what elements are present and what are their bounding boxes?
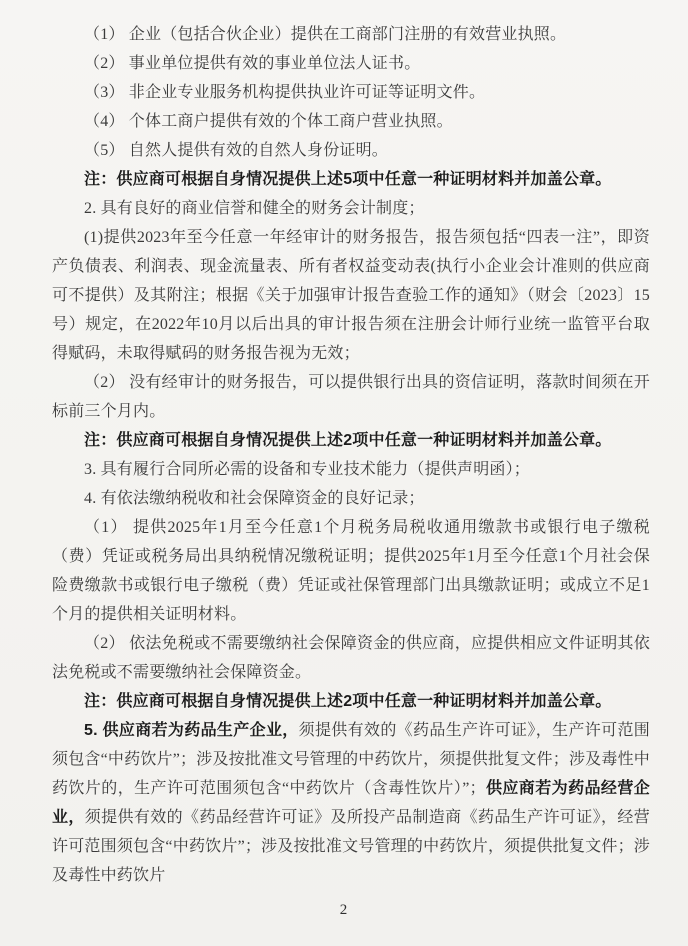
body-paragraph: （4） 个体工商户提供有效的个体工商户营业执照。 xyxy=(84,113,453,130)
bold-text-run: 供应商若为药品经营企业， xyxy=(52,780,650,826)
document-body xyxy=(52,20,650,890)
body-paragraph: 2. 具有良好的商业信誉和健全的财务会计制度； xyxy=(84,200,425,217)
body-paragraph xyxy=(52,716,650,890)
body-paragraph: （2） 事业单位提供有效的事业单位法人证书。 xyxy=(84,55,421,72)
body-paragraph: （1） 企业（包括合伙企业）提供在工商部门注册的有效营业执照。 xyxy=(84,26,567,43)
body-paragraph: （3） 非企业专业服务机构提供执业许可证等证明文件。 xyxy=(84,84,486,101)
bold-text-run: 5. 供应商若为药品生产企业， xyxy=(84,722,299,739)
body-paragraph: （2） 依法免税或不需要缴纳社会保障资金的供应商，应提供相应文件证明其依法免税或不需要缴纳社会保障资金。 xyxy=(52,635,650,681)
note-paragraph: 注：供应商可根据自身情况提供上述2项中任意一种证明材料并加盖公章。 xyxy=(84,693,612,710)
body-paragraph: 3. 具有履行合同所必需的设备和专业技术能力（提供声明函）； xyxy=(84,461,531,478)
note-paragraph: 注：供应商可根据自身情况提供上述5项中任意一种证明材料并加盖公章。 xyxy=(84,171,612,188)
body-paragraph: （1） 提供2025年1月至今任意1个月税务局税收通用缴款书或银行电子缴税（费）凭证或税务局出具纳税情况缴税证明；提供2025年1月至今任意1个月社会保险费缴款书或银行电子缴税（费）凭证或社保管理部门出具缴款证明；或成立不足1个月的提供相关证明材料。 xyxy=(52,519,650,623)
body-paragraph: (1)提供2023年至今任意一年经审计的财务报告，报告须包括“四表一注”，即资产负债表、利润表、现金流量表、所有者权益变动表(执行小企业会计准则的供应商可不提供）及其附注；根据《关于加强审计报告查验工作的通知》（财会〔2023〕15号）规定，在2022年10月以后出具的审计报告须在注册会计师行业统一监管平台取得赋码，未取得赋码的财务报告视为无效； xyxy=(52,229,650,362)
body-paragraph: 4. 有依法缴纳税收和社会保障资金的良好记录； xyxy=(84,490,425,507)
body-paragraph: （2） 没有经审计的财务报告，可以提供银行出具的资信证明，落款时间须在开标前三个月内。 xyxy=(52,374,650,420)
text-run: 须提供有效的《药品生产许可证》，生产许可范围须包含“中药饮片”；涉及按批准文号管理的中药饮片，须提供批复文件；涉及毒性中药饮片的，生产许可范围须包含“中药饮片（含毒性饮片）”； xyxy=(52,722,650,797)
page-number: 2 xyxy=(339,902,349,918)
note-paragraph: 注：供应商可根据自身情况提供上述2项中任意一种证明材料并加盖公章。 xyxy=(84,432,612,449)
body-paragraph: （5） 自然人提供有效的自然人身份证明。 xyxy=(84,142,389,159)
text-run: 须提供有效的《药品经营许可证》及所投产品制造商《药品生产许可证》，经营许可范围须包含“中药饮片”；涉及按批准文号管理的中药饮片，须提供批复文件；涉及毒性中药饮片 xyxy=(52,809,650,884)
